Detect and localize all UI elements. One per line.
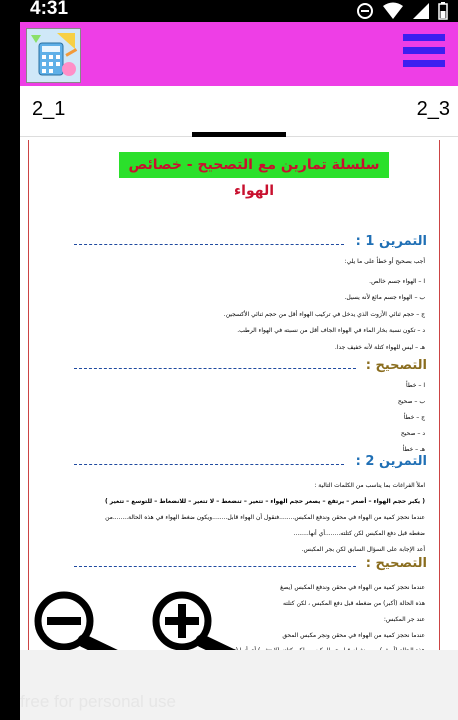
exercise-1-item: ج – حجم ثنائي الأزوت الذي يدخل في تركيب الهواء أقل من حجم ثنائي الأكسجين. [223,311,425,318]
correction-1-item: د – صحيح [400,430,425,437]
do-not-disturb-icon [356,2,374,20]
watermark: free for personal use [20,692,176,711]
correction-2-line: عندما نحجز كمية من الهواء في محقن ونجر مكبس المحق [282,632,425,639]
exercise-2-line: املأ الفراغات بما يناسب من الكلمات التالية : [314,482,425,489]
correction-1-item: ج – خطأ [403,414,425,421]
document-page[interactable] [28,140,440,650]
correction-1-heading: التصحيح : [365,358,427,373]
correction-1-item: ا – خطأ [406,382,425,389]
exercise-1-item: ا – الهواء جسم خالص. [369,278,425,285]
correction-2-line: عند جر المكبس: [383,616,425,623]
exercise-1-item: ب – الهواء جسم مائع لأنه يسيل. [344,294,425,301]
section-divider [74,566,356,567]
status-icons [356,2,448,20]
correction-2-line: عندما نحجز كمية من الهواء في محقن وندفع المكبس (يصغ [280,584,425,591]
tab-indicator [192,132,286,137]
battery-icon [438,2,448,20]
tab-2-3[interactable]: 2_3 [416,98,450,120]
signal-icon [412,2,430,20]
exercise-2-heading: التمرين 2 : [355,454,427,469]
app-logo-icon[interactable] [26,28,81,83]
app-screen [20,22,458,720]
tab-2-2[interactable]: 2_2 [224,98,258,120]
status-time: 4:31 [30,0,69,19]
app-bar [20,22,458,86]
document-title: سلسلة تمارين مع التصحيح - خصائص الهواء [119,152,389,178]
tab-2-1[interactable]: 2_1 [32,98,66,120]
exercise-1-heading: التمرين 1 : [355,234,427,249]
status-bar [0,0,458,22]
section-divider [74,244,344,245]
correction-1-item: ب – صحيح [397,398,425,405]
menu-icon[interactable] [403,34,445,74]
section-divider [74,464,344,465]
exercise-2-line: ضغطه قبل دفع المكبس لكن كتلته........أي أنها........ [293,530,425,537]
wifi-icon [382,2,404,20]
exercise-1-intro: أجب بصحيح أو خطأ على ما يلي: [344,258,425,265]
exercise-1-item: د – تكون نسبة بخار الماء في الهواء الجاف أقل من نسبته في الهواء الرطب. [237,327,425,334]
exercise-1-item: هـ – ليس للهواء كتلة لأنه خفيف جدا. [334,344,425,351]
correction-2-heading: التصحيح : [365,556,427,571]
correction-2-line: هذه الحالة (أكبر) من ضغطه قبل دفع المكبس ، لكن كتلته [282,600,425,607]
exercise-2-line: أعد الإجابة على السؤال السابق لكن بجر المكبس. [301,546,425,553]
tab-bar [20,86,458,137]
exercise-2-line: عندما نحجز كمية من الهواء في محقن وندفع المكبس........فنقول أن الهواء قابل........ويكون ضغط الهواء في هذه الحالة........من [105,514,425,521]
correction-1-item: هـ – خطأ [402,446,425,453]
section-divider [74,368,356,369]
exercise-2-word-bank: ( يكبر حجم الهواء – أصغر – يرتفع – يصغر حجم الهواء – تتغير – تنضغط – لا تتغير – للانضغاط – للتوسع – تتغير ) [104,498,425,505]
